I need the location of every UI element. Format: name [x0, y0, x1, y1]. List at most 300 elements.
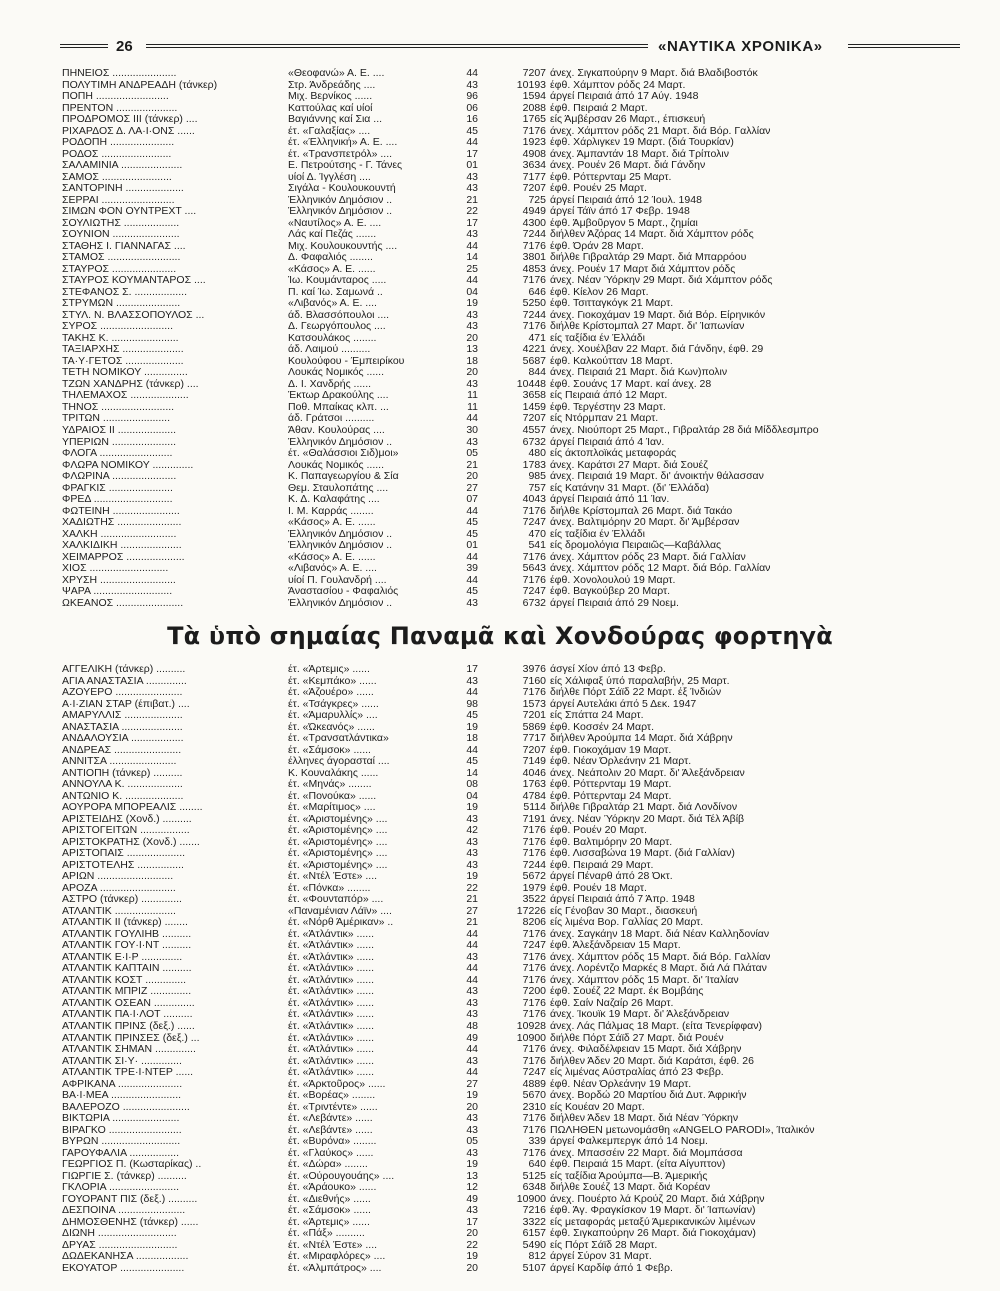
tonnage: 7177: [522, 171, 546, 183]
ship-owner: έτ. «Νόρθ Άμέρικαν» ..: [288, 917, 394, 929]
ship-row: [62, 80, 962, 92]
build-year: 44: [466, 240, 478, 252]
tonnage: 4784: [522, 790, 546, 802]
voyage-status: έφθ. Ρουέν 18 Μαρτ.: [550, 882, 647, 894]
ship-owner: «Λιβανός» Α. Ε. ....: [288, 298, 377, 310]
build-year: 44: [466, 574, 478, 586]
build-year: 44: [466, 1044, 478, 1056]
ship-row: [62, 860, 962, 872]
ship-name: ΔΡΥΑΣ ...........................: [62, 1239, 178, 1251]
build-year: 18: [466, 733, 478, 745]
voyage-status: έφθ. Άγ. Φραγκίσκον 19 Μαρτ. δι' Ίαπωνίαν): [550, 1205, 756, 1217]
tonnage: 646: [528, 286, 546, 298]
tonnage: 7717: [522, 733, 546, 745]
ship-row: [62, 183, 962, 195]
ship-owner: έτ. «Άτλάντικ» ......: [288, 974, 375, 986]
build-year: 49: [466, 1193, 478, 1205]
tonnage: 757: [528, 482, 546, 494]
ship-name: ΓΚΛΟΡΙΑ ........................: [62, 1182, 180, 1194]
tonnage: 4043: [522, 494, 546, 506]
ship-name: ΑΤΛΑΝΤΙΚ ΜΠΡΙΖ ..............: [62, 986, 192, 998]
build-year: 01: [466, 160, 478, 172]
tonnage: 7176: [522, 1147, 546, 1159]
ship-row: [62, 722, 962, 734]
voyage-status: έφθ. Σουέζ 22 Μαρτ. έκ Βομβάης: [550, 986, 704, 998]
tonnage: 4046: [522, 767, 546, 779]
build-year: 19: [466, 721, 478, 733]
build-year: 49: [466, 1032, 478, 1044]
ship-owner: Άθαν. Κουλούρας ....: [288, 424, 385, 436]
ship-owner: Καττούλας καί υίοί: [288, 102, 373, 114]
voyage-status: έφθ. Καλκούτταν 18 Μαρτ.: [550, 355, 673, 367]
build-year: 22: [466, 882, 478, 894]
ship-row: [62, 676, 962, 688]
ship-owner: Έκτωρ Δρακούλης ....: [288, 390, 389, 402]
tonnage: 7191: [522, 813, 546, 825]
ship-name: ΒΙΚΤΩΡΙΑ .......................: [62, 1113, 180, 1125]
tonnage: 471: [528, 332, 546, 344]
ship-owner: έτ. «Άτλάντικ» ......: [288, 986, 375, 998]
tonnage: 7176: [522, 836, 546, 848]
tonnage: 3658: [522, 390, 546, 402]
ship-owner: Έλληνικόν Δημόσιον ..: [288, 528, 393, 540]
tonnage: 4300: [522, 217, 546, 229]
build-year: 17: [466, 664, 478, 675]
build-year: 44: [466, 974, 478, 986]
build-year: 27: [466, 482, 478, 494]
section-heading-panama-honduras: Τὰ ὑπὸ σημαίας Παναμᾶ καὶ Χονδούρας φορτηγὰ: [167, 622, 833, 650]
ship-row: [62, 494, 962, 506]
tonnage: 7149: [522, 756, 546, 768]
tonnage: 7247: [522, 586, 546, 598]
voyage-status: άνεχ. Χάμπτον ρόδς 15 Μαρτ. δι' Ίταλίαν: [550, 974, 739, 986]
ship-name: ΑΤΛΑΝΤΙΚ ΓΟΥΛΙΗΒ ..........: [62, 928, 192, 940]
voyage-status: έφθ. Νέαν Όρλεάνην 21 Μαρτ.: [550, 756, 692, 768]
ship-owner: έτ. «Πονούκα» ......: [288, 790, 377, 802]
tonnage: 5672: [522, 871, 546, 883]
voyage-status: είς άκτοπλοϊκάς μεταφοράς: [550, 448, 677, 460]
build-year: 17: [466, 1216, 478, 1228]
ship-name: ΠΡΟΔΡΟΜΟΣ ΙΙΙ (τάνκερ) ....: [62, 114, 198, 126]
ship-row: [62, 791, 962, 803]
ship-name: ΣΤΡΥΜΩΝ ......................: [62, 298, 181, 310]
voyage-status: έφθ. Σιγκαπούρην 26 Μαρτ. διά Γιοκοχάμαν): [550, 1228, 756, 1240]
ship-owner: Ίω. Κουμάνταρος .....: [288, 275, 387, 287]
ship-name: ΣΤΥΛ. Ν. ΒΛΑΣΣΟΠΟΥΛΟΣ ...: [62, 309, 205, 321]
ship-row: [62, 917, 962, 929]
tonnage: 3522: [522, 894, 546, 906]
ship-owner: Θεμ. Σταυλοπάτης ....: [288, 482, 389, 494]
tonnage: 985: [528, 471, 546, 483]
tonnage: 725: [528, 194, 546, 206]
ship-owner: Έλληνικόν Δημόσιον ..: [288, 597, 393, 609]
ship-owner: έτ. «Έλληνική» Α. Ε. ....: [288, 137, 398, 149]
ship-name: ΑΤΛΑΝΤΙΚ ΚΑΠΤΑΙΝ ..........: [62, 963, 192, 975]
ship-name: ΦΡΑΓΚΙΣ ......................: [62, 482, 173, 494]
tonnage: 5125: [522, 1170, 546, 1182]
ship-name: ΓΕΩΡΓΙΟΣ Π. (Κωσταρίκας) ..: [62, 1159, 202, 1171]
tonnage: 1594: [522, 91, 546, 103]
ship-owner: έτ. «Άτλάντικ» ......: [288, 997, 375, 1009]
tonnage: 470: [528, 528, 546, 540]
voyage-status: είς Σπάττα 24 Μαρτ.: [550, 710, 644, 722]
ship-owner: Λάς καί Πεζάς .......: [288, 229, 377, 241]
ship-owner: Έλληνικόν Δημόσιον ..: [288, 436, 393, 448]
build-year: 43: [466, 997, 478, 1009]
ship-name: ΑΝΝΟΥΛΑ Κ. ...................: [62, 779, 183, 791]
build-year: 20: [466, 332, 478, 344]
ship-row: [62, 517, 962, 529]
ship-name: ΑΓΓΕΛΙΚΗ (τάνκερ) ..........: [62, 664, 186, 675]
ship-name: ΦΛΩΡΑ ΝΟΜΙΚΟΥ ..............: [62, 459, 194, 471]
ship-name: ΧΑΛΚΗ ..........................: [62, 528, 177, 540]
build-year: 44: [466, 940, 478, 952]
tonnage: 3322: [522, 1216, 546, 1228]
tonnage: 7207: [522, 183, 546, 195]
ship-row: [62, 1136, 962, 1148]
tonnage: 7176: [522, 551, 546, 563]
build-year: 19: [466, 871, 478, 883]
voyage-status: έφθ. Τσιτταγκόγκ 21 Μαρτ.: [550, 298, 674, 310]
ship-owner: Έλληνικόν Δημόσιον ..: [288, 206, 393, 218]
ship-owner: έτ. «Άμαρυλλίς» ....: [288, 710, 378, 722]
ship-row: [62, 1171, 962, 1183]
ship-row: [62, 367, 962, 379]
ship-row: [62, 1182, 962, 1194]
tonnage: 2088: [522, 102, 546, 114]
build-year: 44: [466, 551, 478, 563]
tonnage: 812: [528, 1251, 546, 1263]
voyage-status: άνεχ. Γιοκοχάμαν 19 Μαρτ. διά Βόρ. Είρηνικόν: [550, 309, 766, 321]
tonnage: 7176: [522, 321, 546, 333]
tonnage: 7176: [522, 974, 546, 986]
ship-owner: έτ. «Άζουέρο» ......: [288, 687, 374, 699]
ship-row: [62, 586, 962, 598]
panama-honduras-ship-list: [62, 664, 962, 1274]
ship-owner: έτ. «Άτλάντικ» ......: [288, 1067, 375, 1079]
ship-owner: Έλληνικόν Δημόσιον ..: [288, 194, 393, 206]
ship-name: ΠΟΠΗ .........................: [62, 91, 169, 103]
ship-name: ΔΗΜΟΣΘΕΝΗΣ (τάνκερ) ......: [62, 1216, 199, 1228]
tonnage: 7247: [522, 517, 546, 529]
ship-owner: «Θεοφανώ» Α. Ε. ....: [288, 68, 385, 79]
tonnage: 7160: [522, 675, 546, 687]
ship-name: ΑΤΛΑΝΤΙΚ ΚΟΣΤ ..............: [62, 974, 187, 986]
voyage-status: έφθ. Πειραιά 15 Μαρτ. (είτα Αίγυπτον): [550, 1159, 726, 1171]
voyage-status: έφθ. Λισσαβώνα 19 Μαρτ. (διά Γαλλίαν): [550, 848, 735, 860]
ship-owner: Έλληνικόν Δημόσιον ..: [288, 540, 393, 552]
ship-name: ΒΙΡΑΓΚΟ .........................: [62, 1124, 182, 1136]
tonnage: 339: [528, 1136, 546, 1148]
voyage-status: είς ταξίδια Άρούμπα—Β. Άμερικής: [550, 1170, 708, 1182]
tonnage: 5643: [522, 563, 546, 575]
tonnage: 10928: [516, 1020, 546, 1032]
ship-owner: έτ. «Άτλάντικ» ......: [288, 963, 375, 975]
tonnage: 10900: [516, 1032, 546, 1044]
build-year: 14: [466, 767, 478, 779]
ship-name: ΣΑΜΟΣ ........................: [62, 171, 172, 183]
ship-row: [62, 529, 962, 541]
ship-row: [62, 552, 962, 564]
ship-owner: έτ. «Άτλάντικ» ......: [288, 1020, 375, 1032]
ship-owner: Σιγάλα - Κουλουκουντή: [288, 183, 396, 195]
voyage-status: άνεχ. Χουέλβαν 22 Μαρτ. διά Γάνδην, έφθ. 29: [550, 344, 764, 356]
tonnage: 640: [528, 1159, 546, 1171]
ship-owner: έτ. «Άτλάντικ» ......: [288, 1032, 375, 1044]
ship-name: ΔΙΩΝΗ ...........................: [62, 1228, 177, 1240]
voyage-status: έφθ. Ρόττερνταμ 24 Μαρτ.: [550, 790, 672, 802]
build-year: 01: [466, 540, 478, 552]
tonnage: 844: [528, 367, 546, 379]
ship-row: [62, 114, 962, 126]
voyage-status: είς Γένοβαν 30 Μαρτ., διασκευή: [550, 905, 698, 917]
tonnage: 2310: [522, 1101, 546, 1113]
ship-owner: Στρ. Άνδρεάδης ....: [288, 79, 376, 91]
ship-row: [62, 802, 962, 814]
ship-owner: έτ. «Μηνάς» ........: [288, 779, 372, 791]
ship-row: [62, 425, 962, 437]
voyage-status: έφθ. Ρόττερνταμ 25 Μαρτ.: [550, 171, 672, 183]
tonnage: 4889: [522, 1078, 546, 1090]
build-year: 43: [466, 986, 478, 998]
ship-owner: Μιχ. Κουλουκουντής ....: [288, 240, 398, 252]
build-year: 21: [466, 194, 478, 206]
ship-owner: Ποθ. Μπαίκας κλπ. ...: [288, 401, 389, 413]
tonnage: 6732: [522, 436, 546, 448]
ship-name: ΑΜΑΡΥΛΛΙΣ ....................: [62, 710, 183, 722]
voyage-status: διήλθεν Άδεν 18 Μαρτ. διά Νέαν Ύόρκην: [550, 1113, 739, 1125]
ship-name: ΠΟΛΥΤΙΜΗ ΑΝΔΡΕΑΔΗ (τάνκερ): [62, 79, 218, 91]
build-year: 16: [466, 114, 478, 126]
ship-name: ΑΤΛΑΝΤΙΚ ΠΡΙΝΣΕΣ (δεξ.) ...: [62, 1032, 200, 1044]
ship-name: ΡΟΔΟΣ ........................: [62, 148, 172, 160]
ship-name: ΑΤΛΑΝΤΙΚ Ε·Ι·Ρ ..............: [62, 951, 183, 963]
ship-name: ΤΑ·Υ·ΓΕΤΟΣ ....................: [62, 355, 184, 367]
build-year: 22: [466, 206, 478, 218]
tonnage: 7244: [522, 309, 546, 321]
voyage-status: έφθ. Χάμπτον ρόδς 24 Μαρτ.: [550, 79, 686, 91]
tonnage: 4949: [522, 206, 546, 218]
ship-name: ΡΟΔΟΠΗ ......................: [62, 137, 175, 149]
voyage-status: διήλθε Πόρτ Σάϊδ 22 Μαρτ. έξ Ίνδιών: [550, 687, 722, 699]
ship-name: ΑΝΝΙΤΣΑ .......................: [62, 756, 177, 768]
voyage-status: άνεχ. Καράτσι 27 Μαρτ. διά Σουέζ: [550, 459, 708, 471]
ship-owner: έτ. «Γλαύκος» ......: [288, 1147, 374, 1159]
voyage-status: άνεχ. Βορδώ 20 Μαρτίου διά Δυτ. Άφρικήν: [550, 1090, 747, 1102]
ship-name: ΑΦΡΙΚΑΝΑ ......................: [62, 1078, 183, 1090]
ship-name: ΤΑΚΗΣ Κ. .......................: [62, 332, 179, 344]
tonnage: 5490: [522, 1239, 546, 1251]
build-year: 05: [466, 1136, 478, 1148]
ship-row: [62, 733, 962, 745]
ship-row: [62, 975, 962, 987]
voyage-status: έφθ. Κίελον 26 Μαρτ.: [550, 286, 649, 298]
ship-row: [62, 848, 962, 860]
ship-row: [62, 402, 962, 414]
ship-name: ΑΤΛΑΝΤΙΚ ΤΡΕ·Ι·ΝΤΕΡ ......: [62, 1067, 194, 1079]
voyage-status: είς Πόρτ Σάϊδ 28 Μαρτ.: [550, 1239, 658, 1251]
build-year: 44: [466, 413, 478, 425]
voyage-status: έφθ. Σουάνς 17 Μαρτ. καί άνεχ. 28: [550, 378, 712, 390]
tonnage: 7176: [522, 505, 546, 517]
voyage-status: έφθ. Βαλτιμόρην 20 Μαρτ.: [550, 836, 673, 848]
ship-name: ΤΗΛΕΜΑΧΟΣ ....................: [62, 390, 189, 402]
tonnage: 541: [528, 540, 546, 552]
tonnage: 4853: [522, 263, 546, 275]
ship-owner: έτ. «Σάμσοκ» ......: [288, 744, 371, 756]
ship-row: [62, 1090, 962, 1102]
ship-owner: Κουλούφου - Έμπειρίκου: [288, 355, 405, 367]
voyage-status: έφθ. Όράν 28 Μαρτ.: [550, 240, 644, 252]
ship-name: ΣΤΕΦΑΝΟΣ Σ. ..................: [62, 286, 187, 298]
ship-name: ΑΡΙΩΝ ..........................: [62, 871, 174, 883]
voyage-status: διήλθε Κρίστομπαλ 27 Μαρτ. δι' Ίαπωνίαν: [550, 321, 745, 333]
ship-row: [62, 699, 962, 711]
build-year: 48: [466, 1020, 478, 1032]
ship-owner: έτ. «Άτλάντικ» ......: [288, 928, 375, 940]
tonnage: 7176: [522, 963, 546, 975]
voyage-status: άνεχ. Άμπαντάν 18 Μαρτ. διά Τρίπολιν: [550, 148, 729, 160]
ship-owner: «Κάσος» Α. Ε. ......: [288, 551, 376, 563]
ship-name: ΑΤΛΑΝΤΙΚ ΠΡΙΝΣ (δεξ.) ......: [62, 1020, 195, 1032]
build-year: 20: [466, 367, 478, 379]
ship-owner: άδ. Λαιμού ..........: [288, 344, 371, 356]
tonnage: 7176: [522, 1044, 546, 1056]
ship-owner: έτ. «Άριστομένης» ....: [288, 848, 388, 860]
ship-name: ΧΙΟΣ ...........................: [62, 563, 169, 575]
ship-row: [62, 1228, 962, 1240]
ship-row: [62, 1021, 962, 1033]
ship-name: ΡΙΧΑΡΔΟΣ Δ. ΛΑ·Ι·ΟΝΣ ......: [62, 125, 195, 137]
tonnage: 7201: [522, 710, 546, 722]
build-year: 39: [466, 563, 478, 575]
ship-row: [62, 379, 962, 391]
tonnage: 7207: [522, 413, 546, 425]
ship-name: ΥΔΡΑΙΟΣ ΙΙ ....................: [62, 424, 177, 436]
ship-row: [62, 1009, 962, 1021]
voyage-status: άργεί Πειραιά άπό 12 Ίουλ. 1948: [550, 194, 702, 206]
build-year: 20: [466, 1262, 478, 1274]
ship-name: ΑΝΤΩΝΙΟ Κ. ....................: [62, 790, 184, 802]
ship-name: ΑΡΙΣΤΟΚΡΑΤΗΣ (Χονδ.) .......: [62, 836, 200, 848]
build-year: 43: [466, 836, 478, 848]
ship-name: ΧΡΥΣΗ ..........................: [62, 574, 176, 586]
ship-row: [62, 998, 962, 1010]
voyage-status: είς Ντόρμπαν 21 Μαρτ.: [550, 413, 659, 425]
build-year: 27: [466, 1078, 478, 1090]
header-rule-left: [60, 44, 108, 48]
ship-name: ΑΟΥΡΟΡΑ ΜΠΟΡΕΑΛΙΣ ........: [62, 802, 203, 814]
voyage-status: άργεί Πέναρθ άπό 28 Όκτ.: [550, 871, 673, 883]
build-year: 13: [466, 1170, 478, 1182]
publication-title: «ΝΑΥΤΙΚΑ ΧΡΟΝΙΚΑ»: [658, 38, 823, 55]
voyage-status: έφθ. Χάρλιγκεν 19 Μαρτ. (διά Τουρκίαν): [550, 137, 734, 149]
tonnage: 4221: [522, 344, 546, 356]
ship-name: ΠΗΝΕΙΟΣ ......................: [62, 68, 177, 79]
tonnage: 10448: [516, 378, 546, 390]
tonnage: 3976: [522, 664, 546, 675]
build-year: 14: [466, 252, 478, 264]
voyage-status: είς λιμένα Βορ. Γαλλίας 20 Μαρτ.: [550, 917, 704, 929]
build-year: 45: [466, 125, 478, 137]
ship-row: [62, 710, 962, 722]
ship-row: [62, 287, 962, 299]
ship-name: ΒΑΛΕΡΟΖΟ .......................: [62, 1101, 190, 1113]
ship-owner: έτ. «Άλμπάτρος» ....: [288, 1262, 382, 1274]
build-year: 05: [466, 448, 478, 460]
build-year: 43: [466, 1124, 478, 1136]
build-year: 43: [466, 859, 478, 871]
ship-row: [62, 264, 962, 276]
ship-row: [62, 333, 962, 345]
tonnage: 5250: [522, 298, 546, 310]
voyage-status: είς Άμβέρσαν 26 Μαρτ., έπισκευή: [550, 114, 706, 126]
ship-owner: Άναστασίου - Φαφαλιός: [288, 586, 399, 598]
ship-row: [62, 229, 962, 241]
voyage-status: είς λιμένας Αύστραλίας άπό 23 Φεβρ.: [550, 1067, 724, 1079]
voyage-status: είς Χάλιφαξ ύπό παραλαβήν, 25 Μαρτ.: [550, 675, 730, 687]
ship-name: ΨΑΡΑ ...........................: [62, 586, 173, 598]
voyage-status: έφθ. Τεργέστην 23 Μαρτ.: [550, 401, 666, 413]
build-year: 45: [466, 756, 478, 768]
ship-row: [62, 940, 962, 952]
voyage-status: άνεχ. Χάμπτον ρόδς 15 Μαρτ. διά Βόρ. Γαλλίαν: [550, 951, 771, 963]
tonnage: 7176: [522, 574, 546, 586]
ship-row: [62, 483, 962, 495]
voyage-status: άνεχ. Βαλτιμόρην 20 Μαρτ. δι' Άμβέρσαν: [550, 517, 740, 529]
ship-row: [62, 664, 962, 676]
voyage-status: άνεχ. Ρουέν 17 Μαρτ διά Χάμπτον ρόδς: [550, 263, 736, 275]
ship-row: [62, 575, 962, 587]
build-year: 44: [466, 137, 478, 149]
ship-name: ΑΓΙΑ ΑΝΑΣΤΑΣΙΑ ..............: [62, 675, 187, 687]
page-number: 26: [116, 38, 133, 55]
voyage-status: έφθ. Γιοκοχάμαν 19 Μαρτ.: [550, 744, 672, 756]
build-year: 43: [466, 79, 478, 91]
ship-owner: έτ. «Ντέλ Έστε» ....: [288, 871, 378, 883]
voyage-status: άνεχ. Σαγκάην 18 Μαρτ. διά Νέαν Καλληδονίαν: [550, 928, 770, 940]
build-year: 43: [466, 848, 478, 860]
ship-row: [62, 687, 962, 699]
ship-name: ΑΤΛΑΝΤΙΚ .....................: [62, 905, 176, 917]
ship-owner: έτ. «Φουνταπόρ» ....: [288, 894, 384, 906]
ship-row: [62, 275, 962, 287]
tonnage: 6157: [522, 1228, 546, 1240]
voyage-status: άνεχ. Πουέρτο λά Κρούζ 20 Μαρτ. διά Χάβρην: [550, 1193, 765, 1205]
tonnage: 10193: [516, 79, 546, 91]
ship-name: ΤΗΝΟΣ .........................: [62, 401, 175, 413]
ship-owner: Κατσουλάκος ........: [288, 332, 377, 344]
ship-row: [62, 814, 962, 826]
tonnage: 7176: [522, 928, 546, 940]
voyage-status: άργεί Σύρον 31 Μαρτ.: [550, 1251, 652, 1263]
tonnage: 4557: [522, 424, 546, 436]
build-year: 43: [466, 321, 478, 333]
ship-name: ΑΡΙΣΤΟΓΕΙΤΩΝ .................: [62, 825, 190, 837]
ship-owner: έτ. «Δώρα» ........: [288, 1159, 368, 1171]
voyage-status: άνεχ. Ρουέν 26 Μαρτ. διά Γάνδην: [550, 160, 706, 172]
ship-name: ΣΑΛΑΜΙΝΙΑ .....................: [62, 160, 183, 172]
ship-name: ΑΝΤΙΟΠΗ (τάνκερ) ..........: [62, 767, 183, 779]
ship-row: [62, 986, 962, 998]
ship-row: [62, 172, 962, 184]
ship-owner: έτ. «Τσάγκρες» ......: [288, 698, 379, 710]
voyage-status: έφθ. Άμβοῦργον 5 Μαρτ., ζημίαι: [550, 217, 698, 229]
tonnage: 7176: [522, 1124, 546, 1136]
voyage-status: έφθ. Βαγκούβερ 20 Μαρτ.: [550, 586, 671, 598]
tonnage: 5107: [522, 1262, 546, 1274]
ship-owner: έτ. «Άτλάντικ» ......: [288, 951, 375, 963]
